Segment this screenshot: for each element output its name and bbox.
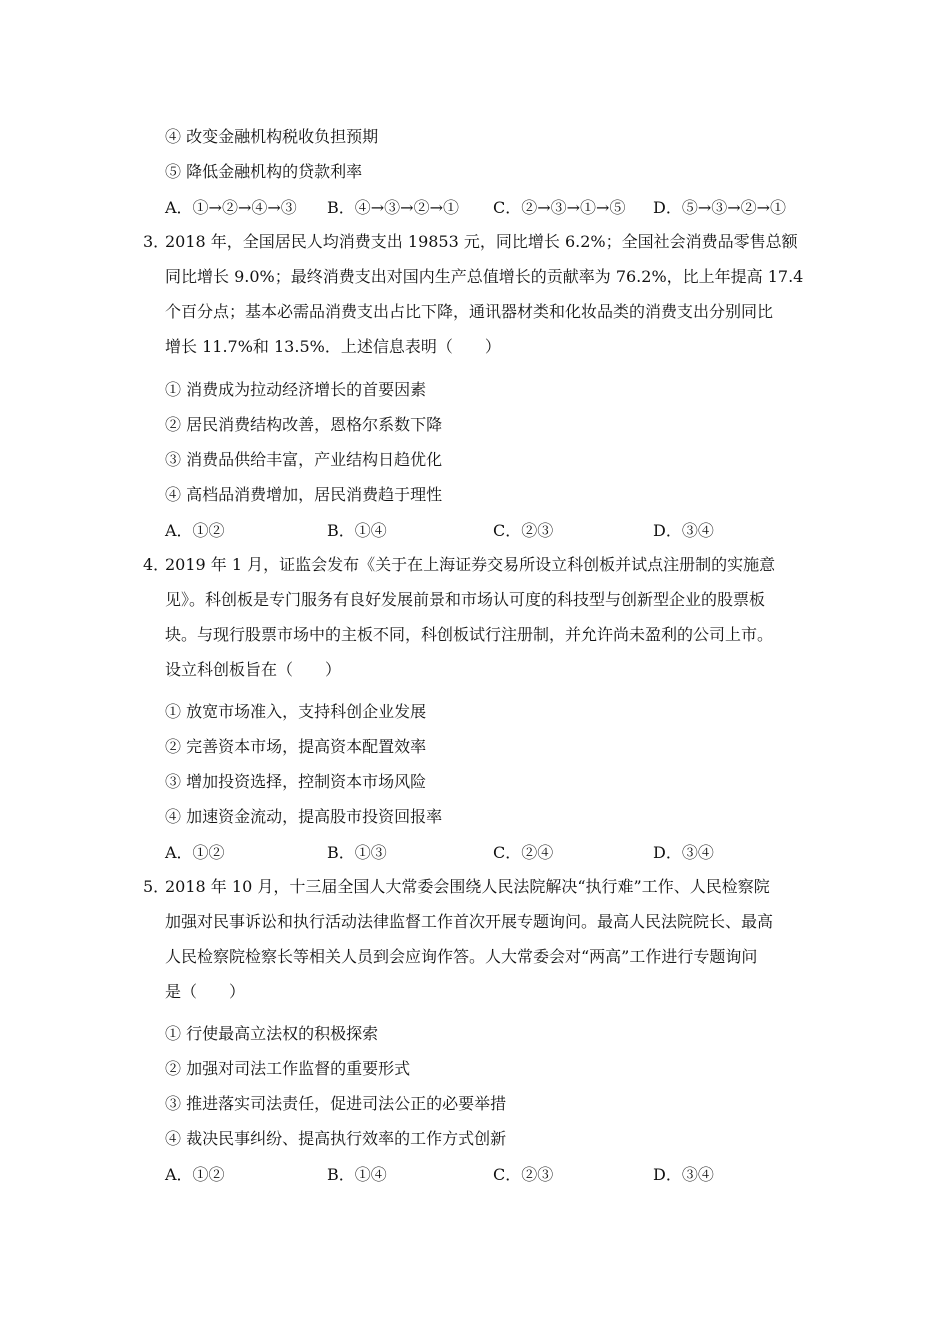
q3-option-d: D．③④	[653, 521, 714, 540]
q2-option-b: B．④→③→②→①	[327, 198, 459, 217]
q3-option-a: A．①②	[165, 521, 225, 540]
q3-stem-line: 同比增长 9.0%；最终消费支出对国内生产总值增长的贡献率为 76.2%，比上年提高 17.4	[165, 267, 804, 286]
q5-option-b: B．①④	[327, 1165, 387, 1184]
q5-stem-line: 人民检察院检察长等相关人员到会应询作答。人大常委会对“两高”工作进行专题询问	[165, 947, 758, 966]
q2-option-c: C．②→③→①→⑤	[493, 198, 626, 217]
q4-stem	[165, 547, 805, 687]
q4-number: 4．	[143, 555, 170, 574]
q5-stem-line: 加强对民事诉讼和执行活动法律监督工作首次开展专题询问。最高人民法院院长、最高	[165, 912, 774, 931]
q3-stem-line: 个百分点；基本必需品消费支出占比下降，通讯器材类和化妆品类的消费支出分别同比	[165, 302, 774, 321]
q4-option-a: A．①②	[165, 843, 225, 862]
q3-item-2: ② 居民消费结构改善，恩格尔系数下降	[165, 415, 443, 434]
q3-option-b: B．①④	[327, 521, 387, 540]
q5-option-c: C．②③	[493, 1165, 554, 1184]
q2-item-5: ⑤ 降低金融机构的贷款利率	[165, 162, 363, 181]
q4-item-4: ④ 加速资金流动，提高股市投资回报率	[165, 807, 443, 826]
q4-stem-line: 见》。科创板是专门服务有良好发展前景和市场认可度的科技型与创新型企业的股票板	[165, 590, 766, 609]
q2-option-a: A．①→②→④→③	[165, 198, 297, 217]
q3-item-4: ④ 高档品消费增加，居民消费趋于理性	[165, 485, 443, 504]
q5-option-a: A．①②	[165, 1165, 225, 1184]
q2-option-d: D．⑤→③→②→①	[653, 198, 787, 217]
q3-number: 3．	[143, 232, 170, 251]
q3-stem-line: 2018 年，全国居民人均消费支出 19853 元，同比增长 6.2%；全国社会消费品零售总额	[165, 232, 798, 251]
q5-item-4: ④ 裁决民事纠纷、提高执行效率的工作方式创新	[165, 1129, 507, 1148]
q5-option-d: D．③④	[653, 1165, 714, 1184]
q5-item-1: ① 行使最高立法权的积极探索	[165, 1024, 379, 1043]
q4-item-3: ③ 增加投资选择，控制资本市场风险	[165, 772, 427, 791]
q4-stem-line: 2019 年 1 月，证监会发布《关于在上海证券交易所设立科创板并试点注册制的实施意	[165, 555, 776, 574]
q4-item-2: ② 完善资本市场，提高资本配置效率	[165, 737, 427, 756]
q5-stem	[165, 869, 805, 1009]
q3-item-3: ③ 消费品供给丰富，产业结构日趋优化	[165, 450, 443, 469]
q5-number: 5．	[143, 877, 170, 896]
q4-option-b: B．①③	[327, 843, 387, 862]
q4-option-c: C．②④	[493, 843, 554, 862]
q4-stem-line: 设立科创板旨在（ ）	[165, 660, 342, 679]
q4-item-1: ① 放宽市场准入，支持科创企业发展	[165, 702, 427, 721]
q4-stem-line: 块。与现行股票市场中的主板不同，科创板试行注册制，并允许尚未盈利的公司上市。	[165, 625, 774, 644]
q5-item-2: ② 加强对司法工作监督的重要形式	[165, 1059, 411, 1078]
q5-item-3: ③ 推进落实司法责任，促进司法公正的必要举措	[165, 1094, 507, 1113]
q2-item-4: ④ 改变金融机构税收负担预期	[165, 127, 379, 146]
q3-option-c: C．②③	[493, 521, 554, 540]
q3-stem	[165, 224, 805, 364]
q3-item-1: ① 消费成为拉动经济增长的首要因素	[165, 380, 427, 399]
q5-stem-line: 2018 年 10 月，十三届全国人大常委会围绕人民法院解决“执行难”工作、人民检察院	[165, 877, 770, 896]
q4-option-d: D．③④	[653, 843, 714, 862]
q5-stem-line: 是（ ）	[165, 982, 246, 1001]
q3-stem-line: 增长 11.7%和 13.5%．上述信息表明（ ）	[165, 337, 501, 356]
